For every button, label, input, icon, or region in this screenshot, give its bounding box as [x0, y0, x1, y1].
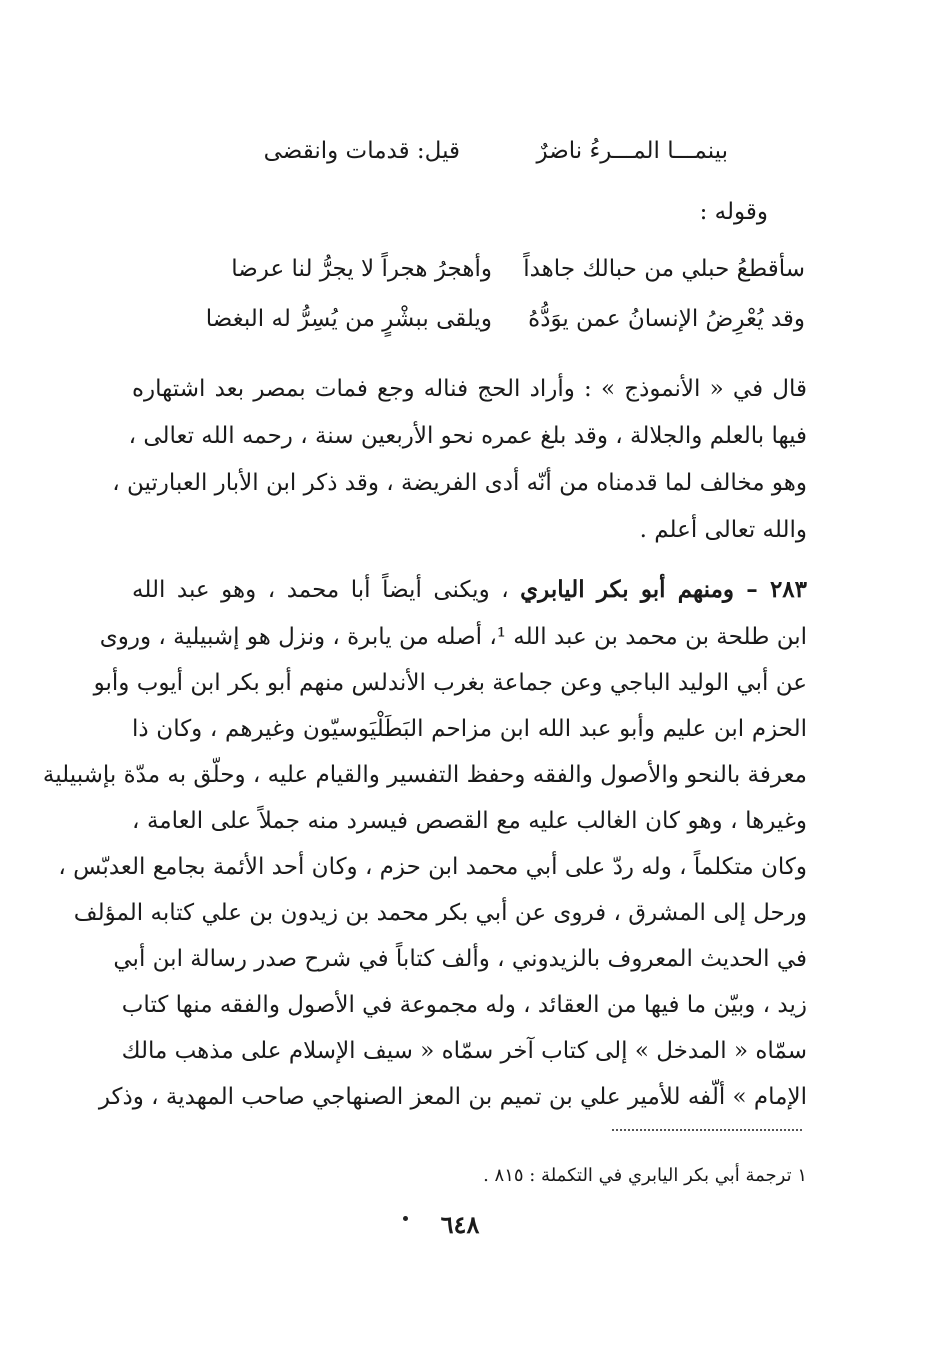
para1-line-4: والله تعالى أعلم . [639, 517, 807, 543]
footnote-separator [612, 1129, 802, 1131]
para2-line-1: ابن طلحة بن محمد بن عبد الله ¹، أصله من يابرة ، ونزل هو إشبيلية ، وروى [99, 624, 807, 650]
para2-line-9: زيد ، وبيّن ما فيها من العقائد ، وله مجموعة في الأصول والفقه منها كتاب [121, 992, 807, 1018]
verse-1-right: سأقطعُ حبلي من حبالك جاهداً [523, 256, 805, 282]
para2-line-3: الحزم ابن عليم وأبو عبد الله ابن مزاحم البَطَلْيَوسيّون وغيرهم ، وكان ذا [132, 716, 807, 742]
verse-2-left: ويلقى ببشْرٍ من يُسِرُّ له البغضا [205, 306, 492, 332]
para2-line-10: سمّاه « المدخل » إلى كتاب آخر سمّاه « سيف الإسلام على مذهب مالك [121, 1038, 807, 1064]
verse-1-left: وأهجرُ هجراً لا يجرُّ لنا عرضا [231, 256, 492, 282]
page-mark-dot [403, 1216, 408, 1221]
footnote: ١ ترجمة أبي بكر اليابري في التكملة : ٨١٥ . [483, 1165, 807, 1186]
page-number: ٦٤٨ [440, 1210, 480, 1239]
para2-line-11: الإمام » ألّفه للأمير علي بن تميم بن المعز الصنهاجي صاحب المهدية ، وذكر [98, 1084, 807, 1110]
para2-line-8: في الحديث المعروف بالزيدوني ، وألف كتاباً في شرح صدر رسالة ابن أبي [113, 946, 807, 972]
entry-number-name: ٢٨٣ – ومنهم أبو بكر اليابري [520, 576, 807, 603]
para2-line-7: ورحل إلى المشرق ، فروى عن أبي بكر محمد بن زيدون بن علي كتابه المؤلف [73, 900, 807, 926]
para2-line-6: وكان متكلماً ، وله ردّ على أبي محمد ابن حزم ، وكان أحد الأئمة بجامع العدبّس ، [58, 854, 807, 880]
para2-line-4: معرفة بالنحو والأصول والفقه وحفظ التفسير والقيام عليه ، وحلّق به مدّة بإشبيلية [42, 762, 807, 788]
entry-first-line [132, 575, 807, 605]
para1-line-1: قال في « الأنموذج » : وأراد الحج فناله وجع فمات بمصر بعد اشتهاره [132, 376, 807, 402]
para1-line-3: وهو مخالف لما قدمناه من أنّه أدى الفريضة ، وقد ذكر ابن الأبار العبارتين ، [112, 470, 807, 496]
verse-top-right: بينمـــا المـــرءُ ناضرٌ [536, 138, 728, 164]
para1-line-2: فيها بالعلم والجلالة ، وقد بلغ عمره نحو الأربعين سنة ، رحمه الله تعالى ، [128, 423, 807, 449]
verse-top-left: قيل: قدمات وانقضى [263, 138, 460, 164]
entry-first-line-rest: ، ويكنى أيضاً أبا محمد ، وهو عبد الله [132, 577, 509, 603]
intro-quote: وقوله : [699, 199, 768, 225]
para2-line-2: عن أبي الوليد الباجي وعن جماعة بغرب الأندلس منهم أبو بكر ابن أيوب وأبو [93, 670, 807, 696]
para2-line-5: وغيرها ، وهو كان الغالب عليه مع القصص فيسرد منه جملاً على العامة ، [132, 808, 807, 834]
verse-2-right: وقد يُعْرِضُ الإنسانُ عمن يوَدُّهُ [528, 306, 805, 332]
